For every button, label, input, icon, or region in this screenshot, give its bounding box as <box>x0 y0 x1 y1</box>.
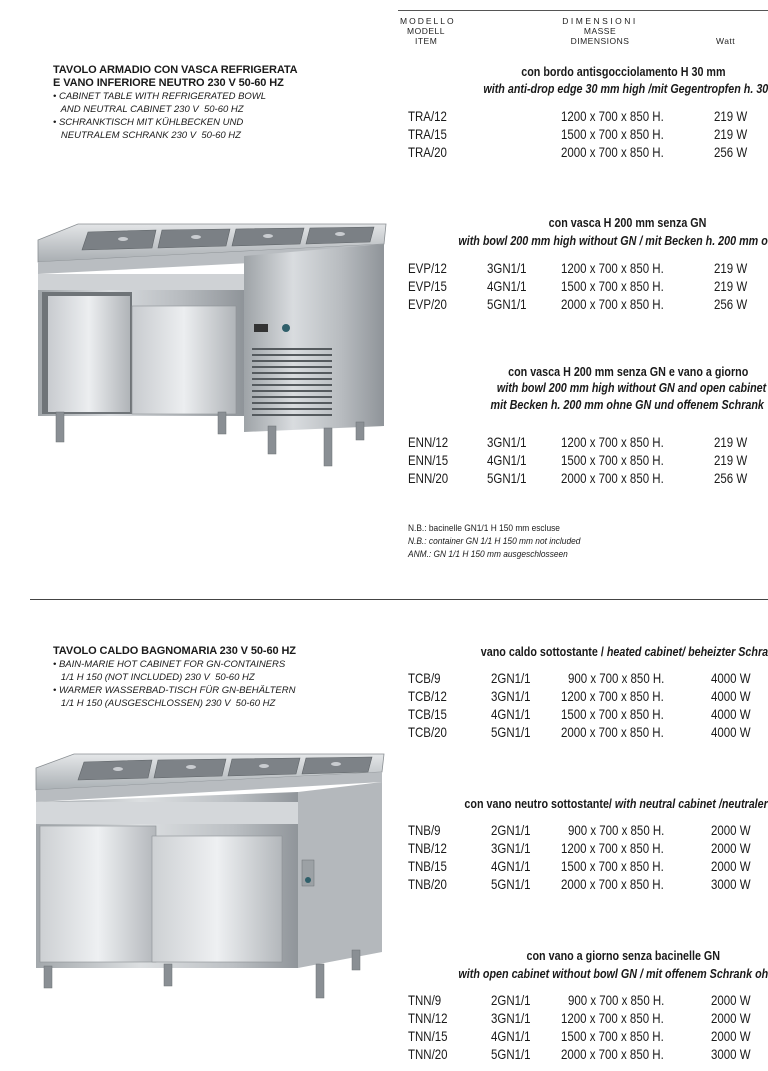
note-german: ANM.: GN 1/1 H 150 mm ausgeschlosseen <box>408 549 568 560</box>
header-modello: MODELLO <box>400 16 456 26</box>
row-gn: 4GN1/1 <box>487 278 527 294</box>
row-code: TNB/12 <box>408 840 447 856</box>
header-modell: MODELL <box>407 26 445 36</box>
section2-desc-line-4: 1/1 H 150 (AUSGESCHLOSSEN) 230 V 50-60 HZ <box>53 698 276 709</box>
section2-title-block <box>53 645 383 710</box>
row-watt: 219 W <box>714 126 748 142</box>
group-tcb-heading-italic: heated cabinet/ beheizter Schra <box>606 645 768 659</box>
row-code: TNB/9 <box>408 822 441 838</box>
section1-title-line-1: TAVOLO ARMADIO CON VASCA REFRIGERATA <box>53 64 298 76</box>
row-code: TNN/9 <box>408 992 442 1008</box>
row-dimensions: 900 x 700 x 850 H. <box>568 822 665 838</box>
row-dimensions: 2000 x 700 x 850 H. <box>561 1046 664 1062</box>
row-code: TNN/12 <box>408 1010 448 1026</box>
row-watt: 2000 W <box>711 822 751 838</box>
row-dimensions: 1500 x 700 x 850 H. <box>561 1028 664 1044</box>
row-dimensions: 900 x 700 x 850 H. <box>568 670 665 686</box>
section1-desc-line-1: • CABINET TABLE WITH REFRIGERATED BOWL <box>53 91 267 102</box>
row-gn: 5GN1/1 <box>491 876 531 892</box>
section-divider <box>30 599 768 600</box>
row-dimensions: 1200 x 700 x 850 H. <box>561 108 664 124</box>
row-dimensions: 2000 x 700 x 850 H. <box>561 144 664 160</box>
row-gn: 3GN1/1 <box>491 1010 531 1026</box>
row-dimensions: 2000 x 700 x 850 H. <box>561 876 664 892</box>
section1-title-block <box>53 64 383 142</box>
row-gn: 3GN1/1 <box>487 434 527 450</box>
row-gn: 4GN1/1 <box>491 706 531 722</box>
row-watt: 4000 W <box>711 706 751 722</box>
row-gn: 4GN1/1 <box>491 858 531 874</box>
section2-title-line-1: TAVOLO CALDO BAGNOMARIA 230 V 50-60 HZ <box>53 645 296 657</box>
row-code: TRA/20 <box>408 144 447 160</box>
row-gn: 3GN1/1 <box>487 260 527 276</box>
row-gn: 5GN1/1 <box>491 1046 531 1062</box>
row-code: TRA/12 <box>408 108 447 124</box>
column-header-watt: Watt <box>716 36 736 46</box>
group-tcb-heading-plain: vano caldo sottostante / <box>480 645 607 659</box>
row-watt: 2000 W <box>711 858 751 874</box>
section2-desc-line-1: • BAIN-MARIE HOT CABINET FOR GN-CONTAINERS <box>53 659 286 670</box>
row-dimensions: 1500 x 700 x 850 H. <box>561 452 664 468</box>
row-code: TCB/12 <box>408 688 447 704</box>
row-watt: 219 W <box>714 434 748 450</box>
group-tnb-heading <box>465 796 768 812</box>
row-code: EVP/20 <box>408 296 447 312</box>
row-code: TNB/20 <box>408 876 447 892</box>
group-tnb-heading-italic: with neutral cabinet /neutraler <box>615 797 768 811</box>
section1-desc-line-4: NEUTRALEM SCHRANK 230 V 50-60 HZ <box>53 130 241 141</box>
group-evp-heading-2: with bowl 200 mm high without GN / mit Becken h. 200 mm o <box>458 234 768 248</box>
row-dimensions: 1500 x 700 x 850 H. <box>561 126 664 142</box>
row-dimensions: 1500 x 700 x 850 H. <box>561 706 664 722</box>
header-dimensions: DIMENSIONS <box>570 36 630 46</box>
group-tnb-heading-plain: con vano neutro sottostante/ <box>464 797 616 811</box>
row-gn: 4GN1/1 <box>487 452 527 468</box>
row-gn: 4GN1/1 <box>491 1028 531 1044</box>
row-gn: 2GN1/1 <box>491 992 531 1008</box>
header-dimensioni: DIMENSIONI <box>562 16 638 26</box>
row-watt: 4000 W <box>711 724 751 740</box>
section2-desc-line-2: 1/1 H 150 (NOT INCLUDED) 230 V 50-60 HZ <box>53 672 255 683</box>
note-italian: N.B.: bacinelle GN1/1 H 150 mm escluse <box>408 523 560 534</box>
row-watt: 219 W <box>714 278 748 294</box>
row-gn: 3GN1/1 <box>491 840 531 856</box>
row-code: EVP/12 <box>408 260 447 276</box>
header-masse: MASSE <box>583 26 617 36</box>
row-watt: 256 W <box>714 144 748 160</box>
row-dimensions: 2000 x 700 x 850 H. <box>561 470 664 486</box>
row-dimensions: 1200 x 700 x 850 H. <box>561 1010 664 1026</box>
row-code: ENN/15 <box>408 452 449 468</box>
header-item: ITEM <box>415 36 438 46</box>
group-tnn-heading-1: con vano a giorno senza bacinelle GN <box>526 949 720 963</box>
row-gn: 5GN1/1 <box>487 296 527 312</box>
row-watt: 2000 W <box>711 1010 751 1026</box>
row-gn: 5GN1/1 <box>491 724 531 740</box>
row-code: TNN/15 <box>408 1028 448 1044</box>
group-enn-heading-2: with bowl 200 mm high without GN and open cabinet <box>496 381 766 395</box>
row-dimensions: 2000 x 700 x 850 H. <box>561 724 664 740</box>
row-watt: 219 W <box>714 108 748 124</box>
row-code: TNN/20 <box>408 1046 448 1062</box>
row-code: ENN/20 <box>408 470 449 486</box>
row-gn: 3GN1/1 <box>491 688 531 704</box>
row-watt: 2000 W <box>711 1028 751 1044</box>
row-code: ENN/12 <box>408 434 449 450</box>
group-tcb-heading <box>481 644 768 660</box>
row-gn: 5GN1/1 <box>487 470 527 486</box>
bain-marie-hot-cabinet-image <box>26 752 388 1000</box>
group-tnn-heading-2: with open cabinet without bowl GN / mit offenem Schrank oh <box>458 967 768 981</box>
section1-title-line-2: E VANO INFERIORE NEUTRO 230 V 50-60 HZ <box>53 77 284 89</box>
row-code: EVP/15 <box>408 278 447 294</box>
row-dimensions: 2000 x 700 x 850 H. <box>561 296 664 312</box>
row-gn: 2GN1/1 <box>491 822 531 838</box>
group-evp-heading-1: con vasca H 200 mm senza GN <box>548 216 706 230</box>
column-header-model <box>400 16 456 46</box>
row-dimensions: 1200 x 700 x 850 H. <box>561 434 664 450</box>
row-watt: 256 W <box>714 470 748 486</box>
section1-desc-line-3: • SCHRANKTISCH MIT KÜHLBECKEN UND <box>53 117 244 128</box>
group-enn-heading-1: con vasca H 200 mm senza GN e vano a giorno <box>507 365 748 379</box>
row-gn: 2GN1/1 <box>491 670 531 686</box>
row-watt: 219 W <box>714 452 748 468</box>
notes-block <box>408 522 604 561</box>
row-watt: 256 W <box>714 296 748 312</box>
row-watt: 4000 W <box>711 670 751 686</box>
row-dimensions: 1500 x 700 x 850 H. <box>561 278 664 294</box>
note-english: N.B.: container GN 1/1 H 150 mm not included <box>408 536 581 547</box>
row-code: TRA/15 <box>408 126 447 142</box>
row-dimensions: 1200 x 700 x 850 H. <box>561 260 664 276</box>
group-enn-heading-3: mit Becken h. 200 mm ohne GN und offenem Schrank <box>490 398 764 412</box>
row-dimensions: 900 x 700 x 850 H. <box>568 992 665 1008</box>
row-code: TCB/9 <box>408 670 441 686</box>
section1-desc-line-2: AND NEUTRAL CABINET 230 V 50-60 HZ <box>53 104 244 115</box>
row-watt: 2000 W <box>711 992 751 1008</box>
refrigerated-cabinet-table-image <box>28 222 390 468</box>
row-watt: 3000 W <box>711 876 751 892</box>
row-dimensions: 1200 x 700 x 850 H. <box>561 840 664 856</box>
row-code: TCB/20 <box>408 724 447 740</box>
row-code: TCB/15 <box>408 706 447 722</box>
column-header-dimensions <box>540 16 660 46</box>
row-dimensions: 1500 x 700 x 850 H. <box>561 858 664 874</box>
group-tra-heading-1: con bordo antisgocciolamento H 30 mm <box>521 65 726 79</box>
header-rule <box>398 10 768 11</box>
group-tra-heading-2: with anti-drop edge 30 mm high /mit Gegentropfen h. 30 <box>483 82 768 96</box>
row-dimensions: 1200 x 700 x 850 H. <box>561 688 664 704</box>
row-watt: 2000 W <box>711 840 751 856</box>
row-watt: 3000 W <box>711 1046 751 1062</box>
section2-desc-line-3: • WARMER WASSERBAD-TISCH FÜR GN-BEHÄLTERN <box>53 685 296 696</box>
row-code: TNB/15 <box>408 858 447 874</box>
row-watt: 4000 W <box>711 688 751 704</box>
row-watt: 219 W <box>714 260 748 276</box>
